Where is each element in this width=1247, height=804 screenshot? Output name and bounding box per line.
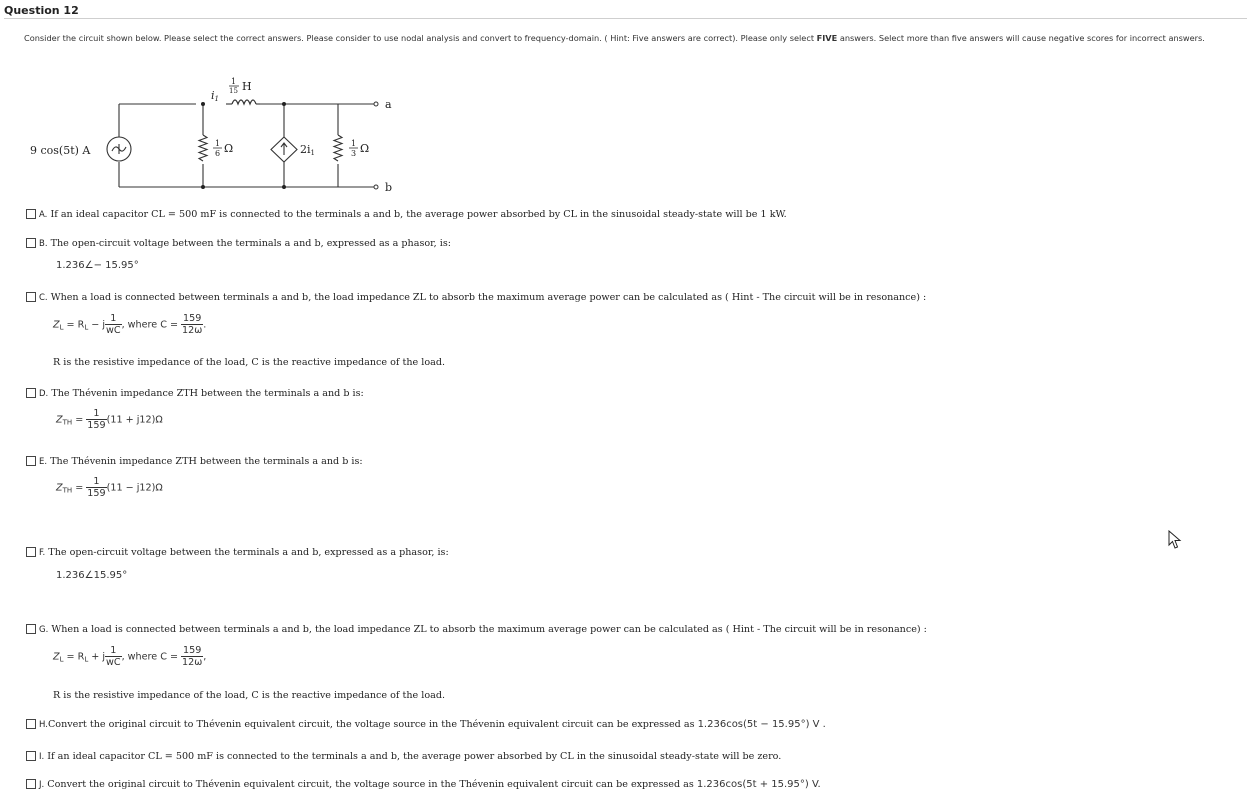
option-a-checkbox[interactable] — [26, 209, 36, 219]
option-j-expression: 1.236cos(5t + 15.95°) V. — [696, 779, 821, 790]
r1-num: 1 — [215, 139, 221, 148]
option-g-letter: G. — [39, 625, 49, 635]
option-b-checkbox[interactable] — [26, 238, 36, 248]
option-e[interactable] — [26, 456, 363, 467]
terminal-a-label: a — [385, 98, 392, 111]
instructions-text: Consider the circuit shown below. Please select the correct answers. Please consider to use nodal analysis and convert to frequency-domain. ( Hint: Five answers are correct). Please only select — [24, 33, 817, 43]
option-h[interactable] — [26, 719, 826, 730]
option-d-text: The Thévenin impedance ZTH between the terminals a and b is: — [51, 388, 364, 399]
option-j[interactable] — [26, 779, 821, 790]
option-h-text: Convert the original circuit to Thévenin equivalent circuit, the voltage source in the Thévenin equivalent circuit can be expressed as — [47, 719, 698, 730]
option-e-text: The Thévenin impedance ZTH between the terminals a and b is: — [50, 456, 363, 467]
option-c-letter: C. — [39, 293, 48, 303]
option-g-checkbox[interactable] — [26, 624, 36, 634]
r1-unit: Ω — [224, 142, 234, 155]
option-c-formula: $Z_L = R_L - j$ $\frac{1}{wC}$ , where C = $\frac{159}{12\omega}$ . — [53, 313, 207, 336]
option-b[interactable] — [26, 238, 451, 249]
current-source-label: 9 cos(5t) A — [30, 144, 91, 157]
option-f-text: The open-circuit voltage between the terminals a and b, expressed as a phasor, is: — [48, 547, 449, 558]
option-d-checkbox[interactable] — [26, 388, 36, 398]
option-h-checkbox[interactable] — [26, 719, 36, 729]
dependent-source-label: 2i1 — [300, 143, 315, 157]
option-j-letter: J. — [39, 780, 45, 790]
option-g[interactable] — [26, 624, 927, 635]
option-i-letter: I. — [39, 752, 45, 762]
circuit-diagram — [26, 72, 406, 196]
option-f-checkbox[interactable] — [26, 547, 36, 557]
r2-den: 3 — [351, 149, 357, 158]
option-d-formula: $Z_{TH}$ = $\frac{1}{159}$ (11 + j12)Ω — [56, 408, 163, 431]
option-d[interactable] — [26, 388, 364, 399]
option-f[interactable] — [26, 547, 449, 558]
option-i-checkbox[interactable] — [26, 751, 36, 761]
option-e-letter: E. — [39, 457, 48, 467]
mouse-cursor-icon — [1168, 530, 1182, 550]
option-c-note: R is the resistive impedance of the load, C is the reactive impedance of the load. — [53, 357, 446, 368]
option-i[interactable] — [26, 751, 781, 762]
option-b-letter: B. — [39, 239, 48, 249]
terminal-b-label: b — [385, 181, 393, 194]
inductor-num: 1 — [231, 77, 237, 86]
instructions-text-end: answers. Select more than five answers will cause negative scores for incorrect answers. — [837, 33, 1205, 43]
option-g-text: When a load is connected between terminals a and b, the load impedance ZL to absorb the maximum average power can be calculated as ( Hint - The circuit will be in resonance) : — [51, 624, 927, 635]
option-f-value: 1.236∠15.95° — [56, 570, 128, 581]
option-j-checkbox[interactable] — [26, 779, 36, 789]
option-a[interactable] — [26, 209, 787, 220]
question-instructions — [24, 33, 1239, 43]
option-j-text: Convert the original circuit to Thévenin equivalent circuit, the voltage source in the Thévenin equivalent circuit can be expressed as — [44, 779, 697, 790]
option-b-value: 1.236∠− 15.95° — [56, 260, 139, 271]
option-e-formula: $Z_{TH}$ = $\frac{1}{159}$ (11 − j12)Ω — [56, 476, 163, 499]
option-e-checkbox[interactable] — [26, 456, 36, 466]
inductor-den: 15 — [229, 87, 238, 95]
option-c-checkbox[interactable] — [26, 292, 36, 302]
option-f-letter: F. — [39, 548, 46, 558]
r2-num: 1 — [351, 139, 357, 148]
option-b-text: The open-circuit voltage between the terminals a and b, expressed as a phasor, is: — [50, 238, 452, 249]
option-c[interactable] — [26, 292, 926, 303]
instructions-bold: FIVE — [816, 33, 838, 43]
option-g-formula: $Z_L = R_L + j$ $\frac{1}{wC}$ , where C = $\frac{159}{12\omega}$ , — [53, 645, 207, 668]
option-a-text: If an ideal capacitor C⁠L = 500 mF is connected to the terminals a and b, the average power absorbed by C⁠L in the sinusoidal steady-state will be 1 kW. — [50, 209, 787, 220]
option-d-letter: D. — [39, 389, 49, 399]
question-title: Question 12 — [4, 4, 1247, 19]
option-h-expression: 1.236cos(5t − 15.95°) V . — [697, 719, 826, 730]
option-h-letter: H. — [39, 720, 48, 730]
r2-unit: Ω — [360, 142, 370, 155]
current-i1-label: i1 — [211, 89, 219, 103]
option-i-text: If an ideal capacitor CL = 500 mF is connected to the terminals a and b, the average power absorbed by CL in the sinusoidal steady-state will be zero. — [44, 751, 782, 762]
option-c-text: When a load is connected between terminals a and b, the load impedance ZL to absorb the maximum average power can be calculated as ( Hint - The circuit will be in resonance) : — [50, 292, 927, 303]
option-g-note: R is the resistive impedance of the load, C is the reactive impedance of the load. — [53, 690, 446, 701]
inductor-unit: H — [242, 80, 252, 93]
r1-den: 6 — [215, 149, 221, 158]
option-a-letter: A. — [39, 210, 48, 220]
